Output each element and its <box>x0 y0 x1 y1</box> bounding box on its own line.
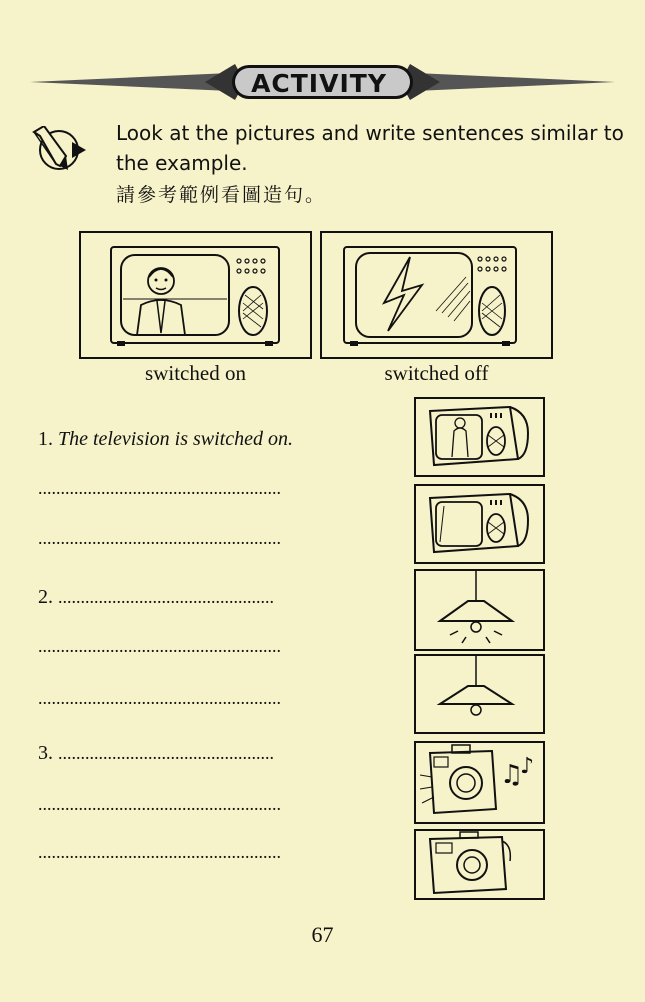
instruction-english <box>116 118 626 178</box>
exercise-2-number: 2. <box>38 586 53 608</box>
lamp-off-picture <box>414 654 545 734</box>
answer-line[interactable]: ...................................................... <box>38 688 281 708</box>
exercise-3-line <box>38 742 274 765</box>
answer-line[interactable]: ...................................................... <box>38 636 281 656</box>
tv-on-picture <box>414 397 545 477</box>
instruction-line-1: Look at the pictures and write sentences similar to <box>116 121 624 145</box>
activity-title: ACTIVITY <box>251 68 387 98</box>
exercise-3-number: 3. <box>38 742 53 764</box>
exercise-1-line <box>38 428 293 451</box>
lamp-on-picture <box>414 569 545 651</box>
radio-on-picture <box>414 741 545 824</box>
example-tv-on-picture <box>79 231 312 359</box>
exercise-1-example-sentence: The television is switched on. <box>58 428 293 450</box>
answer-line[interactable]: ...................................................... <box>38 794 281 814</box>
answer-line[interactable]: ................................................ <box>58 587 274 607</box>
answer-line[interactable]: ...................................................... <box>38 478 281 498</box>
instruction-line-2: the example. <box>116 151 248 175</box>
caption-switched-on: switched on <box>145 361 246 385</box>
caption-switched-off: switched off <box>384 361 489 385</box>
radio-off-picture <box>414 829 545 900</box>
exercise-1-number: 1. <box>38 428 53 450</box>
example-tv-off-picture <box>320 231 553 359</box>
tv-off-picture <box>414 484 545 564</box>
svg-text:♫: ♫ <box>500 760 524 790</box>
instruction-chinese: 請參考範例看圖造句。 <box>116 184 327 206</box>
exercise-2-line <box>38 586 274 609</box>
answer-line[interactable]: ...................................................... <box>38 842 281 862</box>
answer-line[interactable]: ................................................ <box>58 743 274 763</box>
answer-line[interactable]: ...................................................... <box>38 528 281 548</box>
svg-text:♪: ♪ <box>520 754 535 779</box>
pencil-play-icon <box>28 126 90 174</box>
page-number: 67 <box>311 922 334 947</box>
